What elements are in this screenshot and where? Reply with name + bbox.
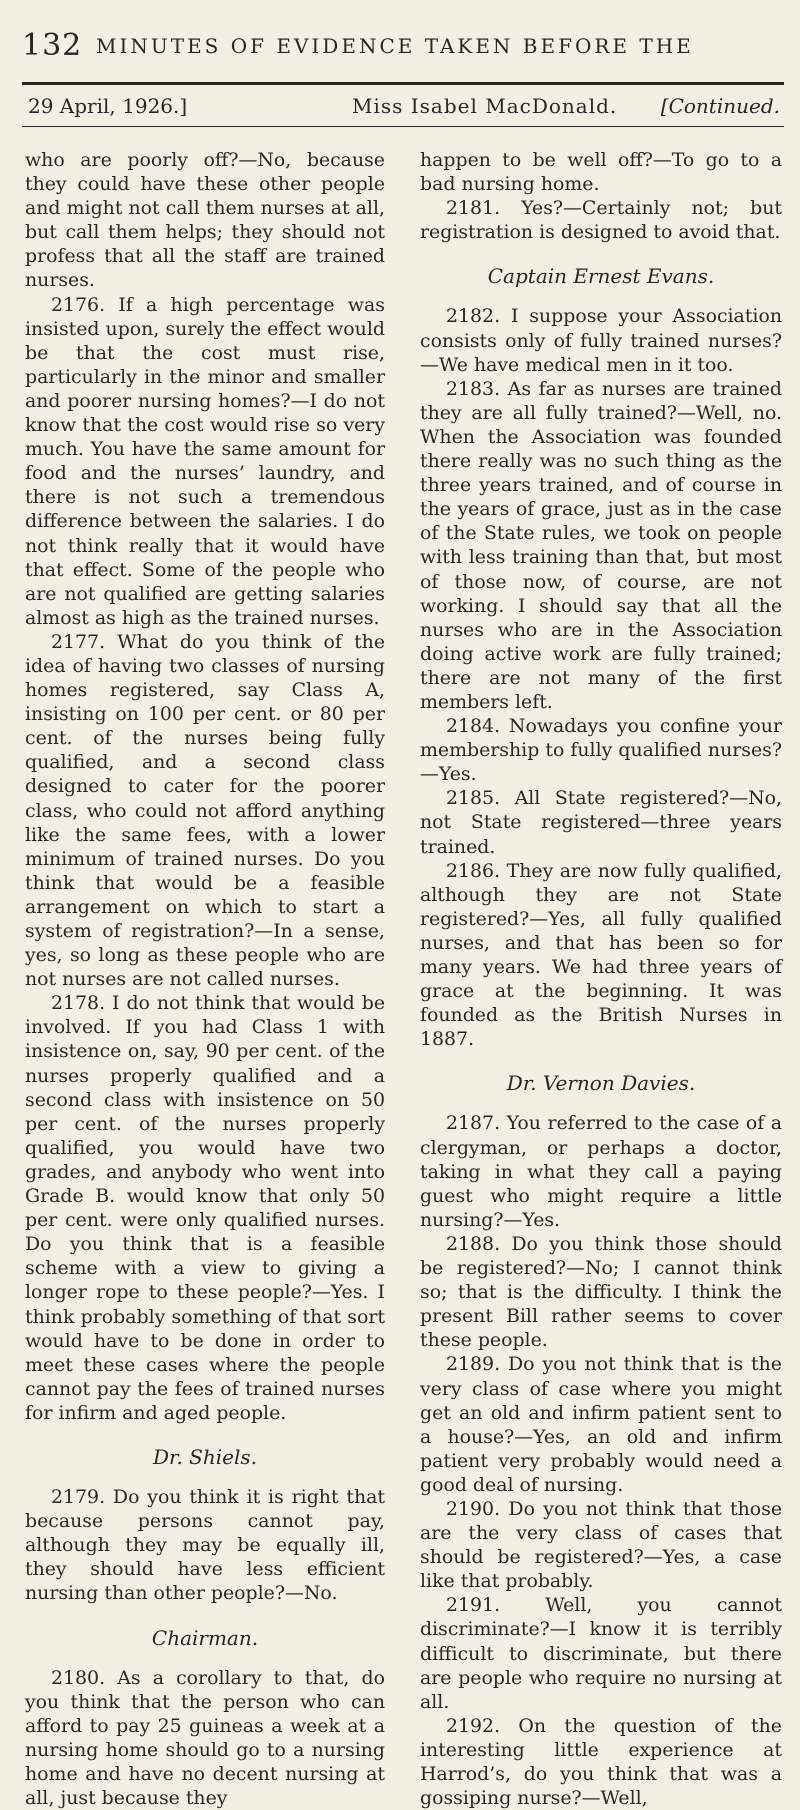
subheader [22,94,780,122]
subheader-rule [22,126,784,127]
left-column [25,148,385,1810]
speaker-heading: Dr. Vernon Davies. [506,1071,696,1096]
paragraph-2177: 2177. What do you think of the idea of having two classes of nursing homes registered, say Class A, insisting on 100 per cent. or 80 per cent. of the nurses being fully qualified, and a second class designed to cater for the poorer class, who could not afford anything like the same fees, with a lower minimum of trained nurses. Do you think that would be a feasible arrangement on which to start a system of registration?—In a sense, yes, so long as these people who are not nurses are not called nurses. [25,630,385,991]
paragraph-2180: 2180. As a corollary to that, do you think that the person who can afford to pay 25 guineas a week at a nursing home should go to a nursing home and have no decent nursing at all, just because they [25,1666,385,1810]
paragraph-2182: 2182. I suppose your Association consists only of fully trained nurses?—We have medical men in it too. [420,305,782,376]
paragraph-2190: 2190. Do you not think that those are the very class of cases that should be registered?—Yes, a case like that probably. [420,1497,782,1593]
paragraph-2179: 2179. Do you think it is right that because persons cannot pay, although they may be equally ill, they should have less efficient nursing than other people?—No. [25,1486,385,1605]
right-column [420,148,782,1810]
paragraph-2185: 2185. All State registered?—No, not State registered—three years trained. [420,787,782,858]
paragraph-2183: 2183. As far as nurses are trained they are all fully trained?—Well, no. When the Association was founded there really was no such thing as the three years trained, and of course in the years of grace, just as in the case of the State rules, we took on people with less training than that, but most of those now, of course, are not working. I should say that all the nurses who are in the Association doing active work are fully trained; there are not many of the first members left. [420,377,782,713]
paragraph-2189: 2189. Do you not think that is the very class of case where you might get an old and infirm patient sent to a house?—Yes, an old and infirm patient very probably would need a good deal of nursing. [420,1353,782,1496]
paragraph-2188: 2188. Do you think those should be registered?—No; I cannot think so; that is the difficulty. I think the present Bill rather seems to cover these people. [420,1232,782,1352]
paragraph-2186: 2186. They are now fully qualified, although they are not State registered?—Yes, all fully qualified nurses, and that has been so for many years. We had three years of grace at the beginning. It was founded as the British Nurses in 1887. [420,859,782,1051]
speaker-heading: Chairman. [151,1625,259,1650]
session-date: 29 April, 1926.] [28,94,188,118]
paragraph-2184: 2184. Nowadays you confine your membership to fully qualified nurses?—Yes. [420,715,782,786]
speaker-heading: Captain Ernest Evans. [487,264,715,289]
paragraph-2191: 2191. Well, you cannot discriminate?—I know it is terribly difficult to discriminate, but there are people who require no nursing at all. [420,1594,782,1713]
continued-label: [Continued. [660,94,780,118]
running-title: MINUTES OF EVIDENCE TAKEN BEFORE THE [96,34,694,58]
paragraph-2178: 2178. I do not think that would be involved. If you had Class 1 with insistence on, say, 90 per cent. of the nurses properly qualified and a second class with insistence on 50 per cent. of the nurses properly qualified, you would have two grades, and anybody who went into Grade B. would know that only 50 per cent. were only qualified nurses. Do you think that is a feasible scheme with a view to giving a longer rope to these people?—Yes. I think probably something of that sort would have to be done in order to meet these cases where the people cannot pay the fees of trained nurses for infirm and aged people. [25,992,385,1424]
paragraph: happen to be well off?—To go to a bad nursing home. [420,149,782,196]
witness-name: Miss Isabel MacDonald. [352,94,618,118]
paragraph-2187: 2187. You referred to the case of a clergyman, or perhaps a doctor, taking in what they call a paying guest who might require a little nursing?—Yes. [420,1112,782,1231]
paragraph: who are poorly off?—No, because they could have these other people and might not call them nurses at all, but call them helps; they should not profess that all the staff are trained nurses. [25,149,385,292]
paragraph-2192: 2192. On the question of the interesting little experience at Harrod’s, do you think that was a gossiping nurse?—Well, [420,1714,782,1810]
speaker-heading: Dr. Shiels. [153,1444,257,1469]
paragraph-2181: 2181. Yes?—Certainly not; but registration is designed to avoid that. [420,197,782,244]
paragraph-2176: 2176. If a high percentage was insisted upon, surely the effect would be that the cost must rise, particularly in the minor and smaller and poorer nursing homes?—I do not know that the cost would rise so very much. You have the same amount for food and the nurses’ laundry, and there is not such a tremendous difference between the salaries. I do not think really that it would have that effect. Some of the people who are not qualified are getting salaries almost as high as the trained nurses. [25,293,385,629]
page-number: 132 [22,28,83,63]
header-rule [22,82,784,85]
page-header [22,28,782,68]
